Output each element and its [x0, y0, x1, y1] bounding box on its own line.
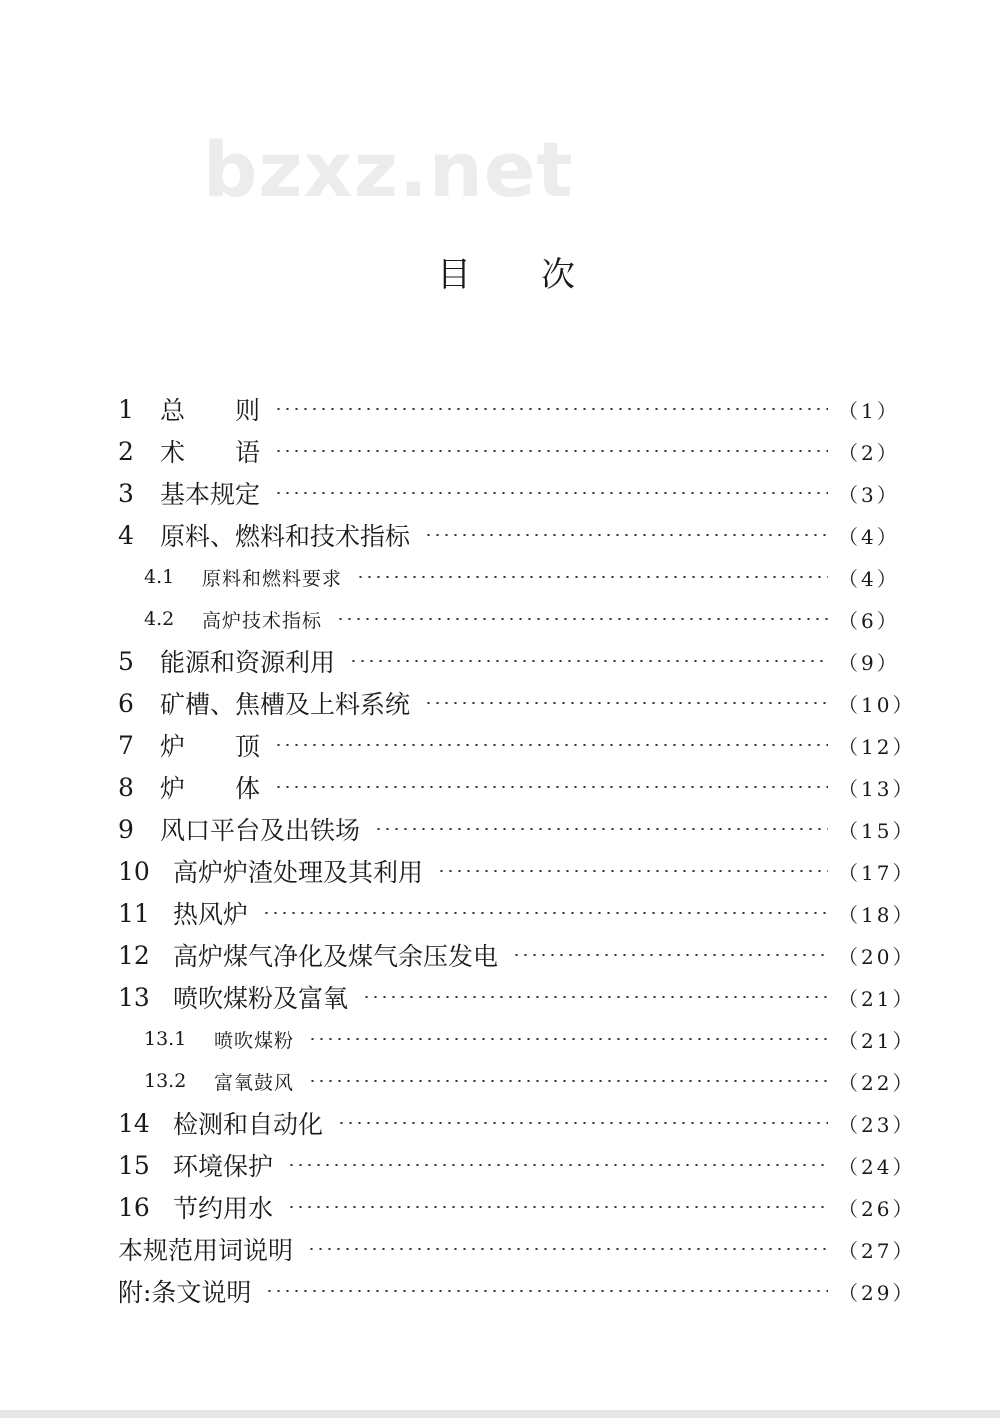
- toc-entry-page: （13）: [838, 776, 916, 801]
- toc-entry-number: 4.2: [144, 608, 175, 630]
- toc-entry[interactable]: [118, 934, 916, 976]
- toc-entry-page: （18）: [838, 902, 916, 927]
- toc-entry-number: 4: [118, 520, 134, 550]
- toc-entry[interactable]: [118, 1102, 916, 1144]
- toc-entry[interactable]: [118, 1186, 916, 1228]
- toc-entry[interactable]: [118, 388, 898, 430]
- toc-entry[interactable]: [118, 430, 898, 472]
- toc-entry[interactable]: [118, 1228, 916, 1270]
- toc-entry-page: （23）: [838, 1112, 916, 1137]
- toc-entry-number: 14: [118, 1108, 150, 1138]
- toc-entry[interactable]: [118, 808, 916, 850]
- toc-leader-dots: [336, 618, 828, 620]
- toc-entry[interactable]: [118, 682, 916, 724]
- toc-entry-label: 能源和资源利用: [160, 648, 336, 677]
- toc-leader-dots: [274, 786, 828, 788]
- toc-entry-label: 附:条文说明: [118, 1278, 252, 1307]
- toc-entry-number: 16: [118, 1192, 150, 1222]
- toc-entry-number: 8: [118, 772, 134, 802]
- toc-entry-number: 13.1: [144, 1028, 187, 1050]
- toc-leader-dots: [356, 576, 828, 578]
- toc-entry-label: 热风炉: [173, 900, 249, 929]
- toc-subentry[interactable]: [118, 1018, 916, 1060]
- table-of-contents: [118, 388, 916, 1312]
- toc-entry[interactable]: [118, 514, 898, 556]
- toc-entry[interactable]: [118, 766, 916, 808]
- toc-entry-number: 3: [118, 478, 134, 508]
- toc-entry-page: （15）: [838, 818, 916, 843]
- toc-entry-label: 富氧鼓风: [214, 1071, 295, 1094]
- toc-entry[interactable]: [118, 892, 916, 934]
- toc-leader-dots: [274, 450, 828, 452]
- toc-entry-page: （3）: [838, 482, 900, 507]
- toc-entry-label: 术 语: [160, 438, 261, 467]
- toc-leader-dots: [437, 870, 828, 872]
- toc-entry-number: 7: [118, 730, 134, 760]
- toc-entry-label: 节约用水: [173, 1194, 274, 1223]
- toc-entry-page: （4）: [838, 524, 900, 549]
- toc-entry-label: 原料、燃料和技术指标: [160, 522, 411, 551]
- toc-leader-dots: [265, 1290, 828, 1292]
- toc-leader-dots: [287, 1164, 828, 1166]
- toc-leader-dots: [512, 954, 828, 956]
- toc-subentry[interactable]: [118, 556, 898, 598]
- toc-leader-dots: [308, 1038, 828, 1040]
- toc-entry-label: 高炉炉渣处理及其利用: [173, 858, 424, 887]
- toc-entry-label: 矿槽、焦槽及上料系统: [160, 690, 411, 719]
- toc-entry-label: 风口平台及出铁场: [160, 816, 361, 845]
- toc-entry-label: 炉 体: [160, 774, 261, 803]
- toc-entry-page: （10）: [838, 692, 916, 717]
- toc-entry-number: 5: [118, 646, 134, 676]
- toc-entry-number: 2: [118, 436, 134, 466]
- toc-entry-page: （2）: [838, 440, 900, 465]
- toc-entry-label: 高炉技术指标: [202, 609, 323, 632]
- toc-entry-page: （6）: [838, 608, 900, 633]
- toc-subentry[interactable]: [118, 1060, 916, 1102]
- toc-entry-number: 6: [118, 688, 134, 718]
- page-title-char-1: 目: [437, 255, 471, 295]
- toc-entry-page: （27）: [838, 1238, 916, 1263]
- toc-leader-dots: [308, 1080, 828, 1082]
- page-title: [437, 255, 575, 295]
- toc-leader-dots: [287, 1206, 828, 1208]
- toc-entry-label: 高炉煤气净化及煤气余压发电: [173, 942, 499, 971]
- toc-entry-label: 总 则: [160, 396, 261, 425]
- toc-entry-label: 检测和自动化: [173, 1110, 324, 1139]
- toc-entry[interactable]: [118, 472, 898, 514]
- toc-leader-dots: [262, 912, 828, 914]
- toc-entry[interactable]: [118, 976, 916, 1018]
- toc-entry-page: （12）: [838, 734, 916, 759]
- toc-entry[interactable]: [118, 640, 898, 682]
- toc-entry-number: 4.1: [144, 566, 175, 588]
- toc-subentry[interactable]: [118, 598, 898, 640]
- page-bottom-edge: [0, 1410, 1000, 1418]
- toc-leader-dots: [337, 1122, 828, 1124]
- toc-entry[interactable]: [118, 1270, 916, 1312]
- toc-entry-page: （29）: [838, 1280, 916, 1305]
- toc-leader-dots: [307, 1248, 828, 1250]
- toc-entry[interactable]: [118, 724, 916, 766]
- toc-entry-number: 12: [118, 940, 150, 970]
- toc-entry-number: 9: [118, 814, 134, 844]
- toc-entry-page: （21）: [838, 986, 916, 1011]
- toc-entry-page: （1）: [838, 398, 900, 423]
- page-title-char-2: 次: [541, 255, 575, 295]
- toc-entry-page: （26）: [838, 1196, 916, 1221]
- toc-entry-page: （4）: [838, 566, 900, 591]
- toc-entry[interactable]: [118, 1144, 916, 1186]
- toc-entry-number: 1: [118, 394, 134, 424]
- toc-leader-dots: [374, 828, 828, 830]
- toc-leader-dots: [424, 702, 828, 704]
- toc-entry-number: 13.2: [144, 1070, 187, 1092]
- toc-entry-number: 15: [118, 1150, 150, 1180]
- toc-leader-dots: [349, 660, 828, 662]
- toc-entry-label: 喷吹煤粉及富氧: [173, 984, 349, 1013]
- toc-entry-number: 10: [118, 856, 150, 886]
- toc-leader-dots: [424, 534, 828, 536]
- toc-leader-dots: [274, 492, 828, 494]
- toc-entry-page: （24）: [838, 1154, 916, 1179]
- toc-leader-dots: [362, 996, 828, 998]
- toc-entry-page: （9）: [838, 650, 900, 675]
- toc-entry-label: 环境保护: [173, 1152, 274, 1181]
- toc-entry-label: 基本规定: [160, 480, 261, 509]
- watermark-logo: bzxz.net: [203, 125, 574, 214]
- toc-entry-page: （17）: [838, 860, 916, 885]
- toc-entry-number: 13: [118, 982, 150, 1012]
- toc-entry-label: 喷吹煤粉: [214, 1029, 295, 1052]
- toc-entry[interactable]: [118, 850, 916, 892]
- toc-entry-label: 原料和燃料要求: [202, 567, 343, 590]
- toc-entry-number: 11: [118, 898, 150, 928]
- toc-entry-page: （20）: [838, 944, 916, 969]
- toc-entry-page: （21）: [838, 1028, 916, 1053]
- toc-entry-label: 本规范用词说明: [118, 1236, 294, 1265]
- toc-leader-dots: [274, 408, 828, 410]
- toc-leader-dots: [274, 744, 828, 746]
- toc-entry-label: 炉 顶: [160, 732, 261, 761]
- toc-entry-page: （22）: [838, 1070, 916, 1095]
